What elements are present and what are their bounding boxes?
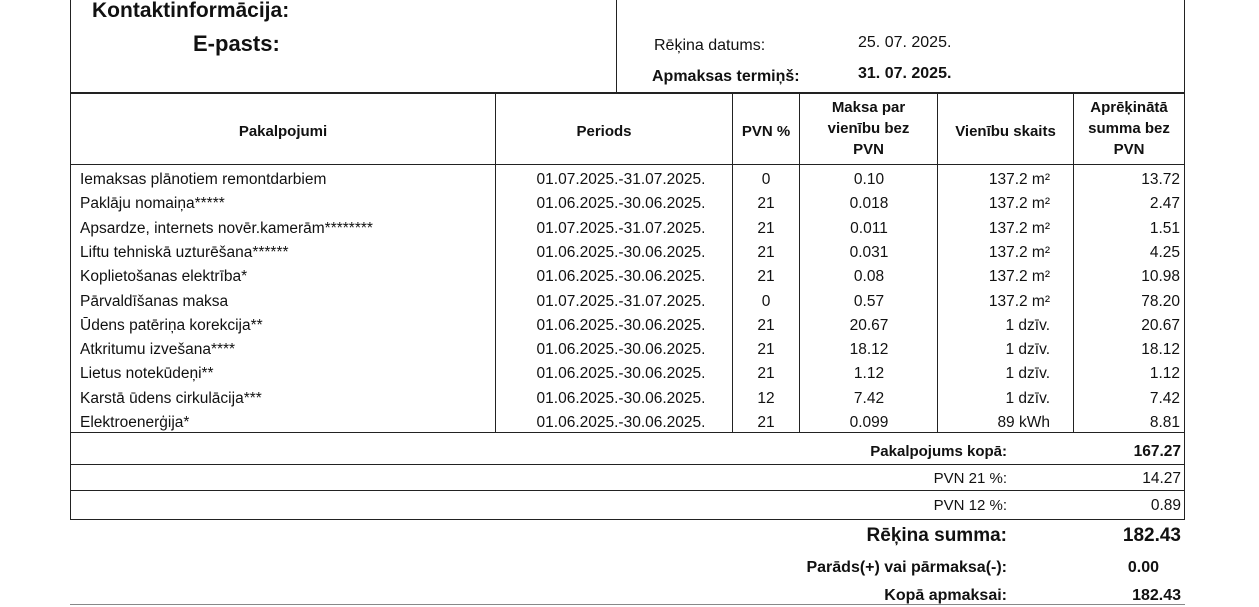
row-units: 1 dzīv. (1005, 389, 1050, 407)
table-top-border (70, 92, 1185, 94)
header-service: Pakalpojumi (238, 123, 328, 140)
email-value (288, 36, 538, 52)
row-amount: 13.72 (1141, 171, 1180, 188)
header-amount-line: Aprēķinātā (1090, 99, 1168, 116)
row-service-name: Elektroenerģija* (80, 414, 190, 431)
row-amount: 10.98 (1141, 268, 1180, 286)
row-service-name: Lietus notekūdeņi** (80, 365, 214, 383)
row-units: 137.2 m² (988, 171, 1050, 188)
row-units: 137.2 m² (988, 195, 1050, 213)
header-unit-price-line: Maksa par (831, 99, 906, 116)
row-amount: 7.42 (1149, 389, 1180, 407)
row-amount: 2.47 (1149, 195, 1180, 213)
row-unit-price: 18.12 (849, 341, 889, 359)
row-service-name: Karstā ūdens cirkulācija*** (80, 389, 262, 407)
row-unit-price: 1.12 (853, 365, 885, 383)
row-amount: 18.12 (1141, 341, 1180, 359)
header-amount (1074, 97, 1184, 160)
row-period: 01.06.2025.-30.06.2025. (536, 414, 706, 431)
row-unit-price: 7.42 (853, 389, 885, 407)
table-row (0, 265, 1259, 289)
header-unit-price-line: vienību bez (827, 120, 910, 137)
header-unit-price (800, 97, 937, 160)
row-period: 01.07.2025.-31.07.2025. (536, 292, 706, 310)
table-row (0, 338, 1259, 362)
row-amount: 1.51 (1149, 219, 1180, 237)
row-unit-price: 0.57 (853, 292, 885, 310)
row-amount: 78.20 (1141, 292, 1180, 310)
row-period: 01.06.2025.-30.06.2025. (536, 243, 706, 261)
table-row (0, 362, 1259, 386)
total-line-1 (70, 464, 1185, 465)
row-amount: 4.25 (1149, 243, 1180, 261)
row-unit-price: 0.018 (849, 195, 889, 213)
row-period: 01.07.2025.-31.07.2025. (536, 171, 706, 188)
row-amount: 20.67 (1141, 316, 1180, 334)
row-units: 1 dzīv. (1005, 365, 1050, 383)
invoice-sum-value: 182.43 (1122, 525, 1181, 546)
row-vat: 0 (761, 292, 771, 310)
row-units: 89 kWh (997, 414, 1050, 431)
row-amount: 1.12 (1149, 365, 1180, 383)
row-service-name: Liftu tehniskā uzturēšana****** (80, 243, 289, 261)
invoice-sum-label: Rēķina summa: (866, 525, 1007, 546)
row-period: 01.06.2025.-30.06.2025. (536, 195, 706, 213)
table-row (0, 217, 1259, 241)
row-unit-price: 0.10 (853, 171, 885, 188)
invoice-date-label: Rēķina datums: (654, 37, 766, 54)
row-units: 137.2 m² (988, 268, 1050, 286)
row-service-name: Iemaksas plānotiem remontdarbiem (80, 171, 327, 188)
row-service-name: Pārvaldīšanas maksa (80, 292, 229, 310)
table-row (0, 192, 1259, 216)
row-period: 01.06.2025.-30.06.2025. (536, 268, 706, 286)
header-amount-line: summa bez (1088, 120, 1170, 137)
vat21-label: PVN 21 %: (933, 470, 1007, 487)
debt-label: Parāds(+) vai pārmaksa(-): (806, 559, 1007, 576)
header-units: Vienību skaits (955, 123, 1056, 140)
row-vat: 21 (757, 268, 775, 286)
vat12-value: 0.89 (1150, 497, 1181, 514)
row-vat: 21 (757, 316, 775, 334)
row-vat: 21 (757, 243, 775, 261)
row-vat: 21 (757, 414, 775, 431)
footer-bottom-line (70, 604, 1185, 605)
header-unit-price-line: PVN (853, 141, 884, 158)
row-units: 137.2 m² (988, 219, 1050, 237)
table-row (0, 387, 1259, 411)
row-vat: 21 (757, 195, 775, 213)
to-pay-label: Kopā apmaksai: (884, 587, 1007, 604)
total-line-3 (70, 519, 1185, 520)
header-amount-line: PVN (1113, 141, 1145, 158)
header-bottom-border (70, 164, 1185, 165)
debt-value: 0.00 (1127, 559, 1159, 576)
total-line-2 (70, 490, 1185, 491)
table-row (0, 314, 1259, 338)
contact-title: Kontaktinformācija: (92, 0, 290, 22)
header-period: Periods (576, 123, 632, 140)
row-vat: 21 (757, 219, 775, 237)
table-row (0, 168, 1259, 192)
vat21-value: 14.27 (1142, 470, 1181, 487)
row-period: 01.06.2025.-30.06.2025. (536, 389, 706, 407)
row-units: 1 dzīv. (1005, 316, 1050, 334)
row-units: 1 dzīv. (1005, 341, 1050, 359)
row-unit-price: 0.099 (849, 414, 889, 431)
row-vat: 12 (757, 389, 775, 407)
row-vat: 21 (757, 341, 775, 359)
due-date-value: 31. 07. 2025. (858, 65, 952, 82)
vat12-label: PVN 12 %: (933, 497, 1007, 514)
services-total-label: Pakalpojums kopā: (870, 443, 1007, 460)
header-vat: PVN % (741, 123, 791, 140)
frame-mid-top (616, 0, 617, 92)
row-period: 01.06.2025.-30.06.2025. (536, 316, 706, 334)
table-row (0, 290, 1259, 314)
row-vat: 0 (761, 171, 771, 188)
row-unit-price: 20.67 (849, 316, 889, 334)
frame-left-top (70, 0, 71, 92)
row-units: 137.2 m² (988, 292, 1050, 310)
row-service-name: Apsardze, internets novēr.kamerām******** (80, 219, 373, 237)
row-service-name: Koplietošanas elektrība* (80, 268, 248, 286)
to-pay-value: 182.43 (1132, 587, 1181, 604)
row-period: 01.07.2025.-31.07.2025. (536, 219, 706, 237)
table-row (0, 411, 1259, 435)
email-label: E-pasts: (193, 31, 280, 56)
row-service-name: Ūdens patēriņa korekcija** (80, 316, 263, 334)
table-row (0, 241, 1259, 265)
row-period: 01.06.2025.-30.06.2025. (536, 365, 706, 383)
row-vat: 21 (757, 365, 775, 383)
due-date-label: Apmaksas termiņš: (652, 68, 800, 85)
row-unit-price: 0.031 (849, 243, 889, 261)
row-amount: 8.81 (1149, 414, 1180, 431)
row-period: 01.06.2025.-30.06.2025. (536, 341, 706, 359)
row-units: 137.2 m² (988, 243, 1050, 261)
services-total-value: 167.27 (1133, 443, 1181, 460)
row-service-name: Atkritumu izvešana**** (80, 341, 236, 359)
invoice-date-value: 25. 07. 2025. (858, 34, 952, 51)
row-service-name: Paklāju nomaiņa***** (80, 195, 225, 213)
row-unit-price: 0.011 (850, 219, 888, 237)
row-unit-price: 0.08 (853, 268, 885, 286)
